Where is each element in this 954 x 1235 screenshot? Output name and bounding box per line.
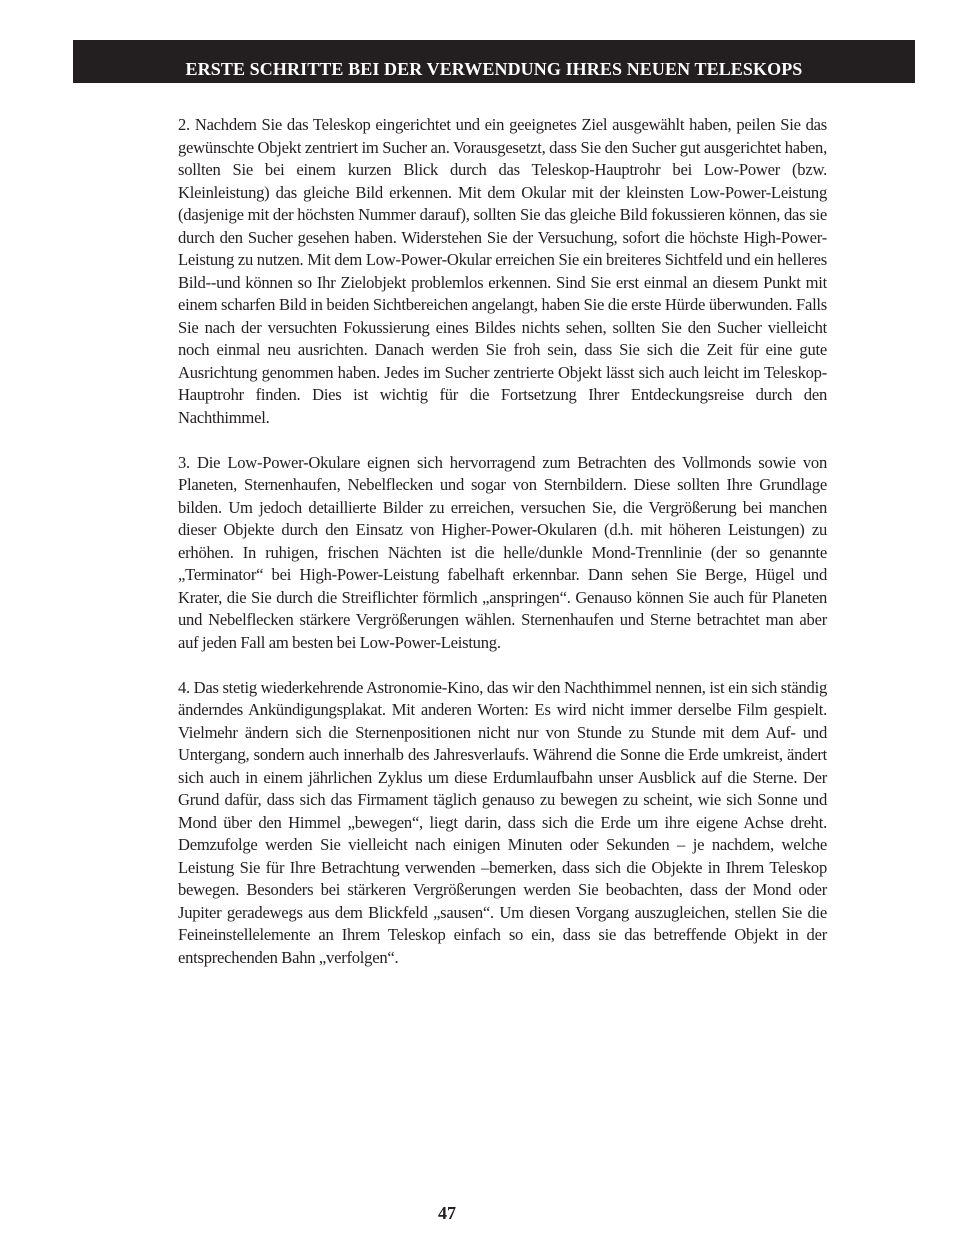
header-bar [73,40,915,83]
page-title: ERSTE SCHRITTE BEI DER VERWENDUNG IHRES NEUEN TELESKOPS [185,59,803,79]
paragraph-3: 3. Die Low-Power-Okulare eignen sich hervorragend zum Betrachten des Vollmonds sowie von Planeten, Sternenhaufen, Nebelflecken und sogar von Sternbildern. Diese sollten Ihre Grundlage bilden. Um jedoch detaillierte Bilder zu erreichen, versuchen Sie, die Vergrößerung bei manchen dieser Objekte durch den Einsatz von Higher-Power-Okularen (d.h. mit höheren Leistungen) zu erhöhen. In ruhigen, frischen Nächten ist die helle/dunkle Mond-Trennlinie (der so genannte „Terminator“ bei High-Power-Leistung fabelhaft erkennbar. Dann sehen Sie Berge, Hügel und Krater, die Sie durch die Streiflichter förmlich „anspringen“. Genauso können Sie auch für Planeten und Nebelflecken stärkere Vergrößerungen wählen. Sternenhaufen und Sterne betrachtet man aber auf jeden Fall am besten bei Low-Power-Leistung. [178,452,827,652]
body-text [178,114,827,992]
paragraph-2: 2. Nachdem Sie das Teleskop eingerichtet und ein geeignetes Ziel ausgewählt haben, peilen Sie das gewünschte Objekt zentriert im Sucher an. Vorausgesetzt, dass Sie den Sucher gut ausgerichtet haben, sollten Sie bei einem kurzen Blick durch das Teleskop-Hauptrohr bei Low-Power (bzw. Kleinleistung) das gleiche Bild erkennen. Mit dem Okular mit der kleinsten Low-Power-Leistung (dasjenige mit der höchsten Nummer darauf), sollten Sie das gleiche Bild fokussieren können, das sie durch den Sucher gesehen haben. Widerstehen Sie der Versuchung, sofort die höchste High-Power-Leistung zu nutzen. Mit dem Low-Power-Okular erreichen Sie ein breiteres Sichtfeld und ein helleres Bild--und können so Ihr Zielobjekt problemlos erkennen. Sind Sie erst einmal an diesem Punkt mit einem scharfen Bild in beiden Sichtbereichen angelangt, haben Sie die erste Hürde überwunden. Falls Sie nach der versuchten Fokussierung eines Bildes nichts sehen, sollten Sie den Sucher vielleicht noch einmal neu ausrichten. Danach werden Sie froh sein, dass Sie sich die Zeit für eine gute Ausrichtung genommen haben. Jedes im Sucher zentrierte Objekt lässt sich auch leicht im Teleskop-Hauptrohr finden. Dies ist wichtig für die Fortsetzung Ihrer Entdeckungsreise durch den Nachthimmel. [178,115,827,427]
page-number: 47 [438,1203,456,1223]
paragraph-4: 4. Das stetig wiederkehrende Astronomie-Kino, das wir den Nachthimmel nennen, ist ein sich ständig änderndes Ankündigungsplakat. Mit anderen Worten: Es wird nicht immer derselbe Film gespielt. Vielmehr ändern sich die Sternenpositionen nicht nur von Stunde zu Stunde mit dem Auf- und Untergang, sondern auch innerhalb des Jahresverlaufs. Während die Sonne die Erde umkreist, ändert sich auch in einem jährlichen Zyklus um diese Erdumlaufbahn unser Ausblick auf die Sterne. Der Grund dafür, dass sich das Firmament täglich genauso zu bewegen zu scheint, wie sich Sonne und Mond über den Himmel „bewegen“, liegt darin, dass sich die Erde um ihre eigene Achse dreht. Demzufolge werden Sie vielleicht nach einigen Minuten oder Sekunden – je nachdem, welche Leistung Sie für Ihre Betrachtung verwenden –bemerken, dass sich die Objekte in Ihrem Teleskop bewegen. Besonders bei stärkeren Vergrößerungen werden Sie beobachten, dass der Mond oder Jupiter geradewegs aus dem Blickfeld „sausen“. Um diesen Vorgang auszugleichen, stellen Sie die Feineinstellelemente an Ihrem Teleskop einfach so ein, dass sie das betreffende Objekt in der entsprechenden Bahn „verfolgen“. [178,677,827,967]
